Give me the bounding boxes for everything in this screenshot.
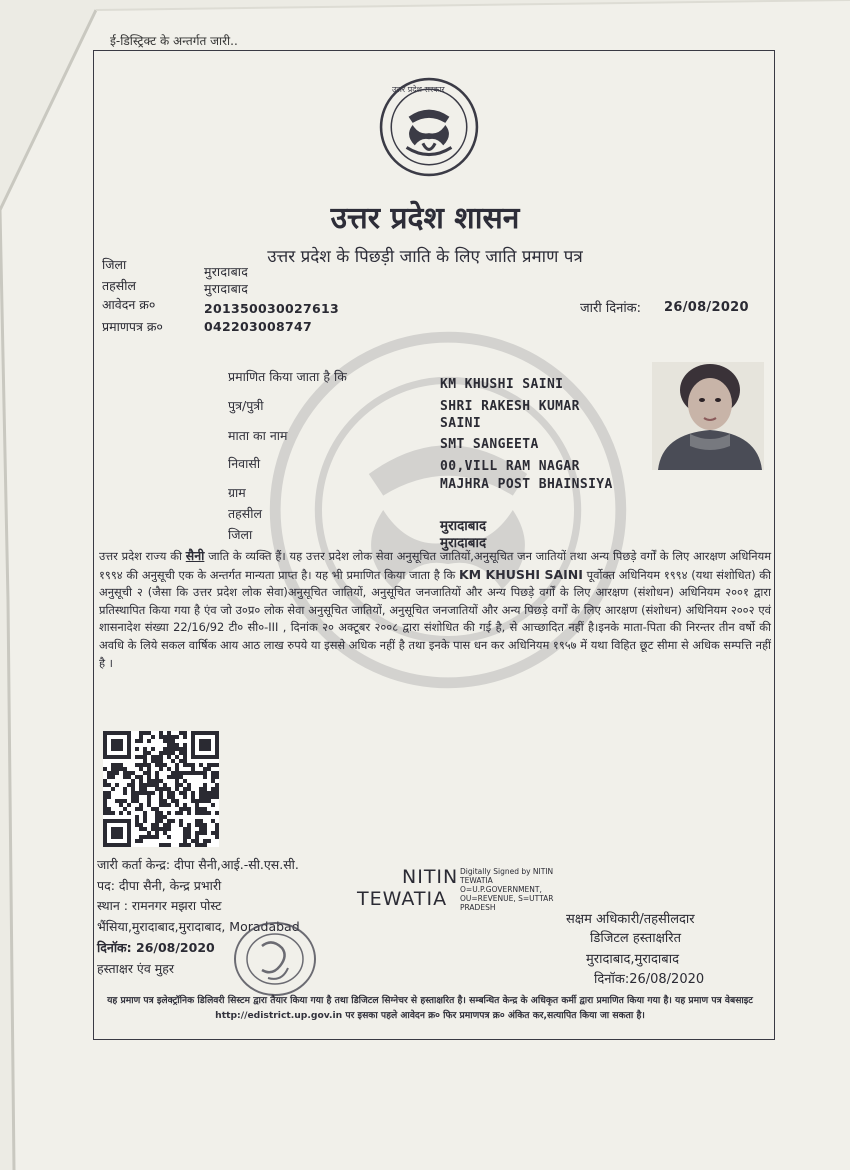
issuer-place-2: भैंसिया,मुरादाबाद,मुरादाबाद, Moradabad	[97, 919, 300, 934]
tehsil-label: तहसील	[102, 278, 136, 293]
authority-date: दिनॉक:26/08/2020	[594, 972, 705, 987]
document-subtitle: उत्तर प्रदेश के पिछड़ी जाति के लिए जाति प्रमाण पत्र	[267, 247, 583, 267]
signer-last-name: TEWATIA	[357, 888, 448, 910]
authority-digital-signed: डिजिटल हस्ताक्षरित	[590, 931, 681, 946]
emblem-text: उत्तर प्रदेश सरकार	[392, 85, 445, 94]
authority-title: सक्षम अधिकारी/तहसीलदार	[566, 912, 695, 927]
district-value: मुरादाबाद	[204, 264, 249, 279]
father-name-line-2: SAINI	[440, 416, 482, 431]
tehsil-field-label: तहसील	[228, 506, 262, 521]
tehsil-field-value: मुरादाबाद	[440, 518, 487, 534]
body-caste: सैनी	[185, 548, 205, 563]
issue-date-value: 26/08/2020	[664, 300, 749, 315]
digital-signature-details: Digitally Signed by NITIN TEWATIA O=U.P.GOVERNMENT, OU=REVENUE, S=UTTAR PRADESH	[460, 867, 554, 912]
certificate-number: 042203008747	[204, 319, 312, 334]
district-field-label: जिला	[228, 527, 253, 542]
mother-label: माता का नाम	[228, 428, 288, 443]
district-label: जिला	[102, 257, 127, 272]
signer-first-name: NITIN	[402, 866, 459, 888]
mother-name: SMT SANGEETA	[440, 437, 539, 452]
issue-date-label: जारी दिनांक:	[580, 301, 642, 316]
applicant-photo	[652, 362, 764, 470]
rubber-stamp	[230, 918, 320, 1000]
village-label: ग्राम	[228, 485, 246, 500]
application-label: आवेदन क्र०	[102, 297, 156, 312]
top-note: ई-डिस्ट्रिक्ट के अन्तर्गत जारी..	[110, 34, 238, 48]
resident-label: निवासी	[228, 456, 261, 471]
body-applicant-name: KM KHUSHI SAINI	[458, 566, 583, 582]
address-line-2: MAJHRA POST BHAINSIYA	[440, 477, 613, 492]
address-line-1: 00,VILL RAM NAGAR	[440, 459, 580, 474]
body-part-3: पूर्वोक्त अधिनियम १९९४ (यथा संशोधित) की अनुसूची २ (जैसा कि उत्तर प्रदेश लोक सेवा)अनुसूचित जातियों, अनुसूचित जनजातियों और अन्य पिछड़े वर्गों के लिए आरक्षण (संशोधन) अधिनियम २००१ द्वारा प्रतिस्थापित किया गया है एंव जो उ०प्र० लोक सेवा अनुसूचित जातियों, अनुसूचित जनजातियों और अन्य पिछड़े वर्गों के लिए आरक्षण (संशोधन) अधिनियम २००२ एवं शासनादेश संख्या 22/16/92 टी० सी०-III , दिनांक २० अक्टूबर २००८ द्वारा संशोधित की गई है, से आच्छादित नहीं है।इनके माता-पिता की निरन्तर तीन वर्षो की अवधि के लिये सकल वार्षिक आय आठ लाख रुपये या इससे अधिक नहीं है तथा इनके पास धन कर अधिनियम १९५७ में यथा विहित छूट सीमा से अधिक सम्पत्ति नहीं है ।	[99, 567, 772, 670]
verification-footer-note: यह प्रमाण पत्र इलेक्ट्रॉनिक डिलिवरी सिस्टम द्वारा तैयार किया गया है तथा डिजिटल सिग्नेचर से हस्ताक्षरित है। सम्बन्धित केन्द्र के अधिकृत कर्मी द्वारा प्रमाणित किया गया है। यह प्रमाण पत्र वेबसाइट http://edistrict.up.gov.in पर इसका पहले आवेदन क्र० फिर प्रमाणपत्र क्र० अंकित कर,सत्यापित किया जा सकता है।	[107, 995, 753, 1021]
authority-location: मुरादाबाद,मुरादाबाद	[586, 952, 679, 967]
certificate-body-text	[99, 547, 771, 672]
body-part-1: उत्तर प्रदेश राज्य की	[99, 549, 182, 563]
tehsil-value: मुरादाबाद	[204, 281, 249, 296]
district-field-value: मुरादाबाद	[440, 535, 487, 551]
certified-label: प्रमाणित किया जाता है कि	[228, 369, 347, 384]
issuer-post: पद: दीपा सैनी, केन्द्र प्रभारी	[97, 878, 222, 893]
relation-label: पुत्र/पुत्री	[228, 398, 264, 413]
issuer-date: दिनॉक: 26/08/2020	[97, 940, 215, 955]
body-part-2: जाति के व्यक्ति हैं। यह उत्तर प्रदेश लोक सेवा अनुसूचित जातियों,अनुसूचित जन जातियों तथा अन्य पिछड़े वर्गों के लिए आरक्षण अधिनियम १९९४ की अनुसूची एक के अन्तर्गत मान्यता प्राप्त है। यह भी प्रमाणित किया जाता है कि	[99, 549, 772, 582]
father-name-line-1: SHRI RAKESH KUMAR	[440, 399, 580, 414]
issuer-place: स्थान : रामनगर मझरा पोस्ट	[97, 898, 222, 913]
issuing-center: जारी कर्ता केन्द्र: दीपा सैनी,आई.-सी.एस.सी.	[97, 857, 299, 872]
applicant-name: KM KHUSHI SAINI	[440, 377, 564, 392]
application-number: 201350030027613	[204, 301, 339, 316]
certificate-label: प्रमाणपत्र क्र०	[102, 319, 163, 334]
verification-qr-code	[103, 731, 219, 847]
issuer-seal-label: हस्ताक्षर एंव मुहर	[97, 961, 174, 976]
document-title: उत्तर प्रदेश शासन	[330, 201, 520, 236]
